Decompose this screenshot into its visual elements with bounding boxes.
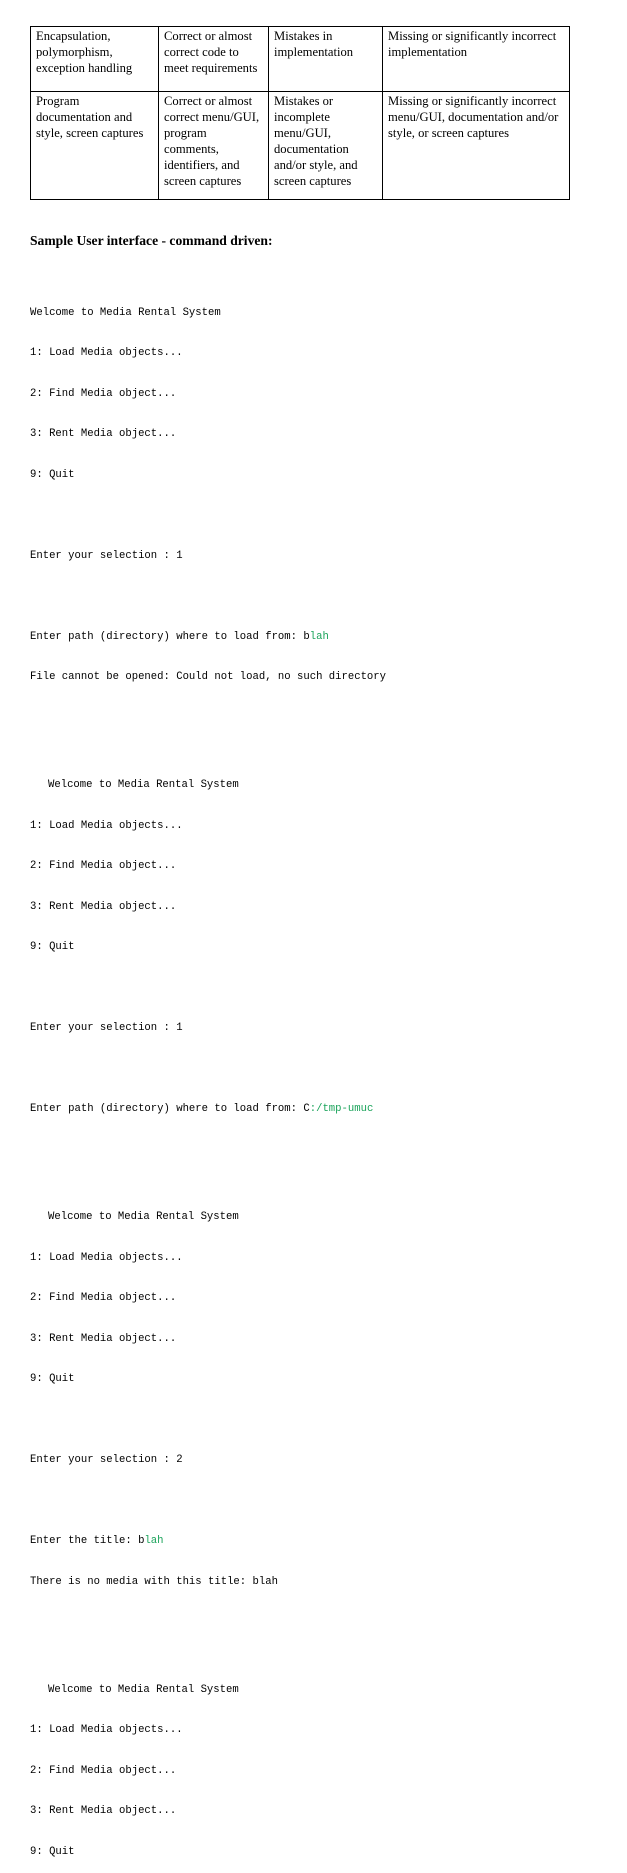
title-input-rest: lah: [144, 1535, 164, 1547]
menu-item-find: 2: Find Media object...: [30, 1764, 177, 1777]
path-input-first: C: [303, 1103, 310, 1115]
path-prompt: Enter path (directory) where to load from:: [30, 1103, 304, 1115]
menu-item-quit: 9: Quit: [30, 1845, 75, 1858]
welcome-line: Welcome to Media Rental System: [48, 1683, 239, 1696]
welcome-line: Welcome to Media Rental System: [48, 779, 239, 791]
rubric-full-credit: Correct or almost correct code to meet requirements: [159, 27, 269, 92]
error-line: File cannot be opened: Could not load, no such directory: [30, 671, 387, 683]
title-line: [30, 1535, 386, 1549]
selection-value: 2: [176, 1454, 183, 1466]
rubric-full-credit: Correct or almost correct menu/GUI, program comments, identifiers, and screen captures: [159, 92, 269, 200]
rubric-criterion: Program documentation and style, screen captures: [31, 92, 159, 200]
selection-line: [30, 1454, 386, 1468]
title-prompt: Enter the title:: [30, 1535, 139, 1547]
menu-item-load: 1: Load Media objects...: [30, 347, 183, 359]
path-line: [30, 631, 386, 645]
rubric-row: [31, 92, 570, 200]
rubric-partial-credit: Mistakes or incomplete menu/GUI, documentation and/or style, and screen captures: [269, 92, 383, 200]
rubric-row: [31, 27, 570, 92]
path-line: [30, 1103, 386, 1117]
menu-item-find: 2: Find Media object...: [30, 860, 177, 872]
menu-item-find: 2: Find Media object...: [30, 1292, 177, 1304]
selection-prompt: Enter your selection :: [30, 1454, 177, 1466]
selection-line: [30, 1022, 386, 1036]
menu-item-find: 2: Find Media object...: [30, 387, 177, 400]
menu-item-load: 1: Load Media objects...: [30, 1724, 183, 1736]
welcome-line: Welcome to Media Rental System: [48, 1211, 239, 1223]
rubric-no-credit: Missing or significantly incorrect implementation: [383, 27, 570, 92]
menu-item-rent: 3: Rent Media object...: [30, 428, 177, 440]
title-input-first: b: [138, 1535, 145, 1547]
menu-item-load: 1: Load Media objects...: [30, 1251, 183, 1264]
menu-item-quit: 9: Quit: [30, 1373, 75, 1385]
no-media-line: There is no media with this title: blah: [30, 1575, 278, 1588]
path-prompt: Enter path (directory) where to load from:: [30, 630, 304, 643]
rubric-criterion: Encapsulation, polymorphism, exception handling: [31, 27, 159, 92]
section-heading: Sample User interface - command driven:: [30, 233, 273, 248]
menu-item-rent: 3: Rent Media object...: [30, 900, 177, 913]
console-transcript: [30, 266, 386, 1873]
selection-value: 1: [176, 549, 183, 562]
rubric-partial-credit: Mistakes in implementation: [269, 27, 383, 92]
menu-item-quit: 9: Quit: [30, 468, 75, 481]
path-input-first: b: [303, 630, 310, 643]
welcome-line: Welcome to Media Rental System: [30, 306, 221, 319]
rubric-no-credit: Missing or significantly incorrect menu/GUI, documentation and/or style, or screen captures: [383, 92, 570, 200]
path-input-rest: lah: [309, 630, 329, 643]
selection-prompt: Enter your selection :: [30, 549, 177, 562]
grading-rubric-table: [30, 26, 570, 200]
menu-item-rent: 3: Rent Media object...: [30, 1332, 177, 1345]
menu-item-quit: 9: Quit: [30, 941, 75, 953]
selection-prompt: Enter your selection :: [30, 1022, 177, 1034]
menu-item-load: 1: Load Media objects...: [30, 819, 183, 832]
path-input-rest: :/tmp-umuc: [309, 1103, 374, 1115]
menu-item-rent: 3: Rent Media object...: [30, 1805, 177, 1817]
selection-line: [30, 550, 386, 564]
selection-value: 1: [176, 1022, 183, 1034]
